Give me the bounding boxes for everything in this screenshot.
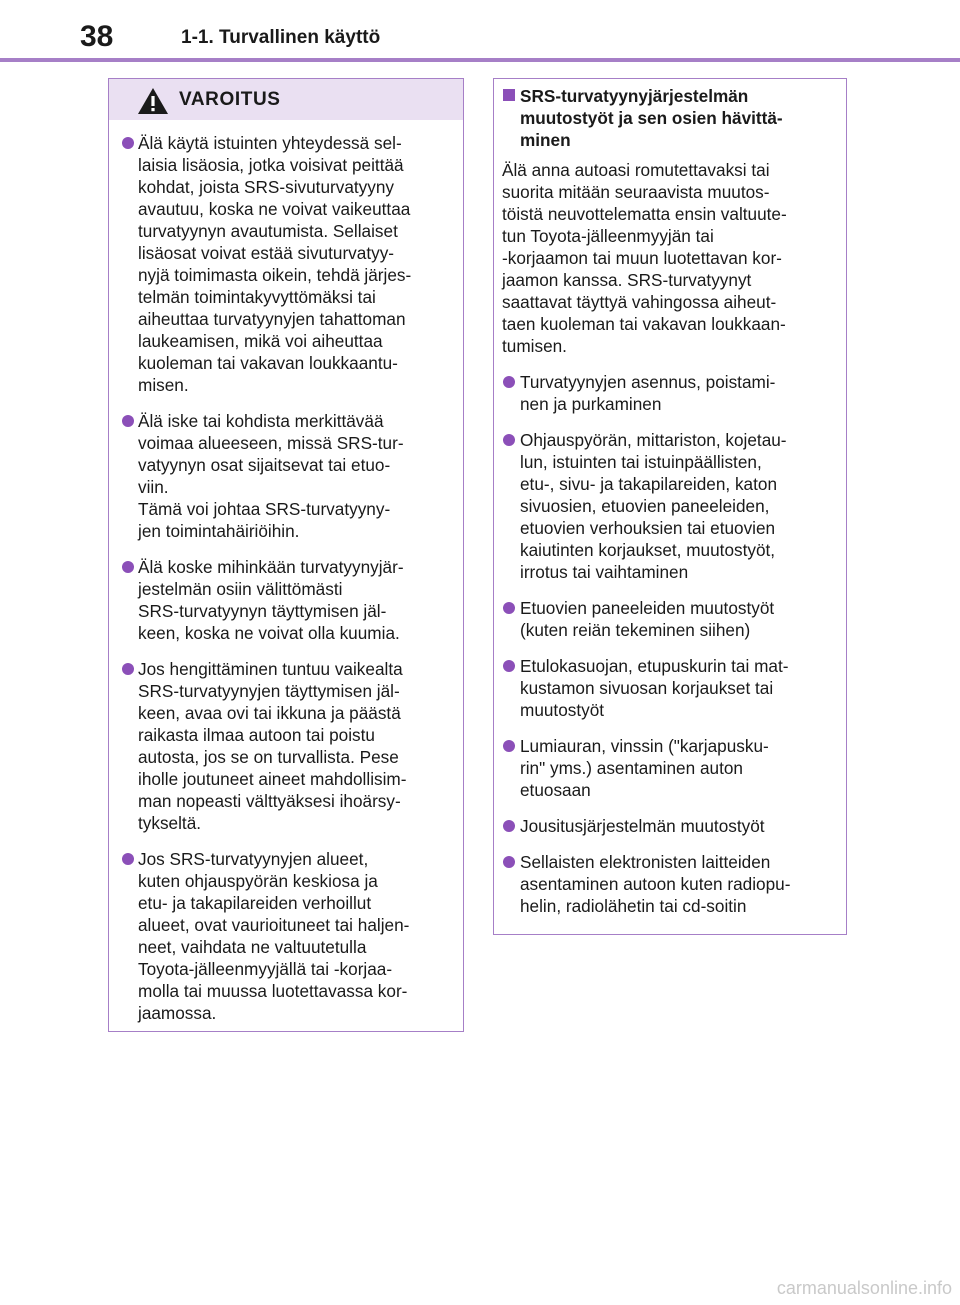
bullet-icon [503,856,515,868]
warning-title: VAROITUS [179,89,281,110]
bullet-icon [122,137,134,149]
warning-header [109,79,463,120]
warning-panel [108,78,464,1032]
bullet-icon [122,853,134,865]
site-watermark: carmanualsonline.info [776,1278,952,1298]
page-number: 38 [80,20,114,53]
warning-item-text: Jos hengittäminen tuntuu vaikealta SRS-turvatyynyjen täyttymisen jäl- keen, avaa ovi tai ikkuna ja päästä raikasta ilmaa autoon tai poistu autosta, jos se on turvallista. Pese iholle joutuneet aineet mahdollisim- man nopeasti välttyäksesi ihoärsy- tykseltä. [138,659,407,833]
modification-item-text: Etuovien paneeleiden muutostyöt (kuten reiän tekeminen siihen) [520,598,775,640]
bullet-icon [503,434,515,446]
page-header [0,0,960,62]
bullet-icon [122,415,134,427]
modification-item-text: Lumiauran, vinssin ("karjapusku- rin" yms.) asentaminen auton etuosaan [520,736,769,800]
modification-item-text: Sellaisten elektronisten laitteiden asentaminen autoon kuten radiopu- helin, radiolähetin tai cd-soitin [520,852,791,916]
modifications-heading-text: SRS-turvatyynyjärjestelmän muutostyöt ja sen osien hävittä- minen [520,86,783,150]
section-title: 1-1. Turvallinen käyttö [181,27,381,48]
modifications-panel [493,78,847,935]
modifications-heading [501,85,834,151]
square-bullet-icon [503,89,515,101]
warning-item-text: Älä koske mihinkään turvatyynyjär- jestelmän osiin välittömästi SRS-turvatyynyn täyttymisen jäl- keen, koska ne voivat olla kuumia. [138,557,404,643]
bullet-icon [503,602,515,614]
warning-item-text: Älä käytä istuinten yhteydessä sel- laisia lisäosia, jotka voisivat peittää kohdat, joista SRS-sivuturvatyyny avautuu, koska ne voivat vaikeuttaa turvatyynyn avautumista. Sellaiset lisäosat voivat estää sivuturvatyy- nyjä toimimasta oikein, tehdä järjes- telmän toimintakyvyttömäksi tai aiheuttaa turvatyynyjen tahattoman laukeamisen, mikä voi aiheuttaa kuoleman tai vakavan loukkaantu- misen. [138,133,412,395]
modification-item [501,735,834,801]
modification-item [501,597,834,641]
modification-item [501,655,834,721]
modification-item [501,371,834,415]
modification-item-text: Jousitusjärjestelmän muutostyöt [520,816,765,836]
modification-item [501,815,834,837]
bullet-icon [503,376,515,388]
warning-item-text: Älä iske tai kohdista merkittävää voimaa alueeseen, missä SRS-tur- vatyynyn osat sijaitsevat tai etuo- viin. Tämä voi johtaa SRS-turvatyyny- jen toimintahäiriöihin. [138,411,404,541]
modification-item-text: Ohjauspyörän, mittariston, kojetau- lun, istuinten tai istuinpäällisten, etu-, sivu- ja takapilareiden, katon sivuosien, etuovien paneeleiden, etuovien verhouksien tai etuovien kaiutinten korjaukset, muutostyöt, irrotus tai vaihtaminen [520,430,787,582]
modification-item [501,851,834,917]
warning-item [123,132,449,396]
warning-item-text: Jos SRS-turvatyynyjen alueet, kuten ohjauspyörän keskiosa ja etu- ja takapilareiden verhoillut alueet, ovat vaurioituneet tai haljen- neet, vaihdata ne valtuutetulla Toyota-jälleenmyyjällä tai -korjaa- molla tai muussa luotettavassa kor- jaamossa. [138,849,410,1023]
modifications-intro: Älä anna autoasi romutettavaksi tai suorita mitään seuraavista muutos- töistä neuvottelematta ensin valtuute- tun Toyota-jälleenmyyjän tai -korjaamon tai muun luotettavan kor- jaamon kanssa. SRS-turvatyynyt saattavat täyttyä vahingossa aiheut- taen kuoleman tai vakavan loukkaan- tumisen. [502,160,787,356]
bullet-icon [122,561,134,573]
warning-item [123,658,449,834]
modification-item [501,429,834,583]
warning-item [123,556,449,644]
bullet-icon [503,740,515,752]
modification-item-text: Turvatyynyjen asennus, poistami- nen ja purkaminen [520,372,776,414]
modification-item-text: Etulokasuojan, etupuskurin tai mat- kustamon sivuosan korjaukset tai muutostyöt [520,656,789,720]
bullet-icon [503,660,515,672]
warning-item [123,848,449,1024]
warning-item [123,410,449,542]
warning-list [109,120,463,1024]
bullet-icon [122,663,134,675]
header-divider [0,58,960,62]
bullet-icon [503,820,515,832]
warning-triangle-icon [137,87,169,115]
